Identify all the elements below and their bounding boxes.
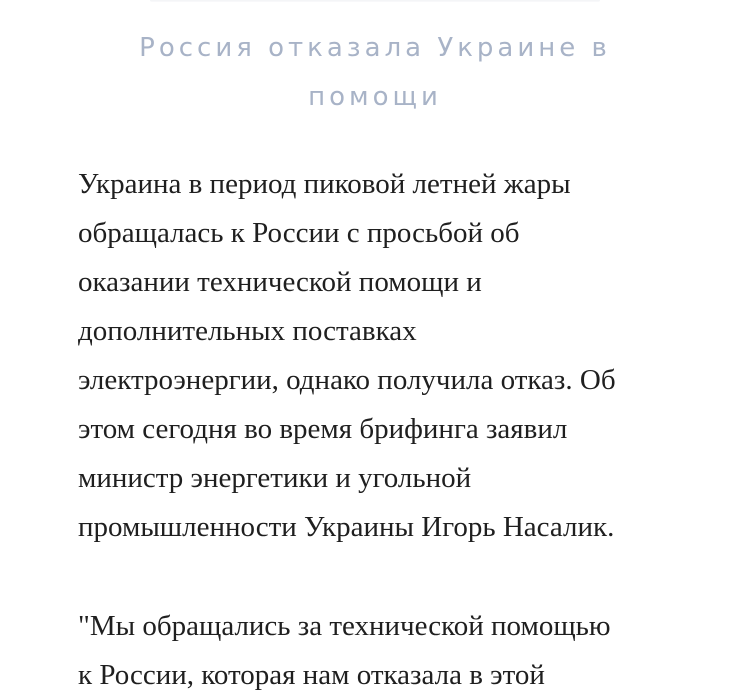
paragraph-1-line-6: этом сегодня во время брифинга заявил <box>78 413 568 445</box>
paragraph-1-line-7: министр энергетики и угольной <box>78 462 472 494</box>
headline-line-1: Россия отказала Украине в <box>139 33 611 64</box>
article-headline <box>90 27 660 125</box>
paragraph-2-line-1: "Мы обращались за технической помощью <box>78 610 611 642</box>
paragraph-1-line-4: дополнительных поставках <box>78 315 417 347</box>
paragraph-1-line-2: обращалась к России с просьбой об <box>78 217 520 249</box>
article-paragraph-1 <box>78 160 698 552</box>
paragraph-1-line-5: электроэнергии, однако получила отказ. Об <box>78 364 616 396</box>
clipped-top-element <box>150 0 600 2</box>
headline-line-2: помощи <box>308 82 442 113</box>
article-body <box>78 160 698 691</box>
paragraph-2-line-2: к России, которая нам отказала в этой <box>78 659 545 691</box>
paragraph-1-line-1: Украина в период пиковой летней жары <box>78 168 571 200</box>
article-paragraph-2 <box>78 602 698 691</box>
paragraph-1-line-8: промышленности Украины Игорь Насалик. <box>78 511 615 543</box>
paragraph-1-line-3: оказании технической помощи и <box>78 266 482 298</box>
